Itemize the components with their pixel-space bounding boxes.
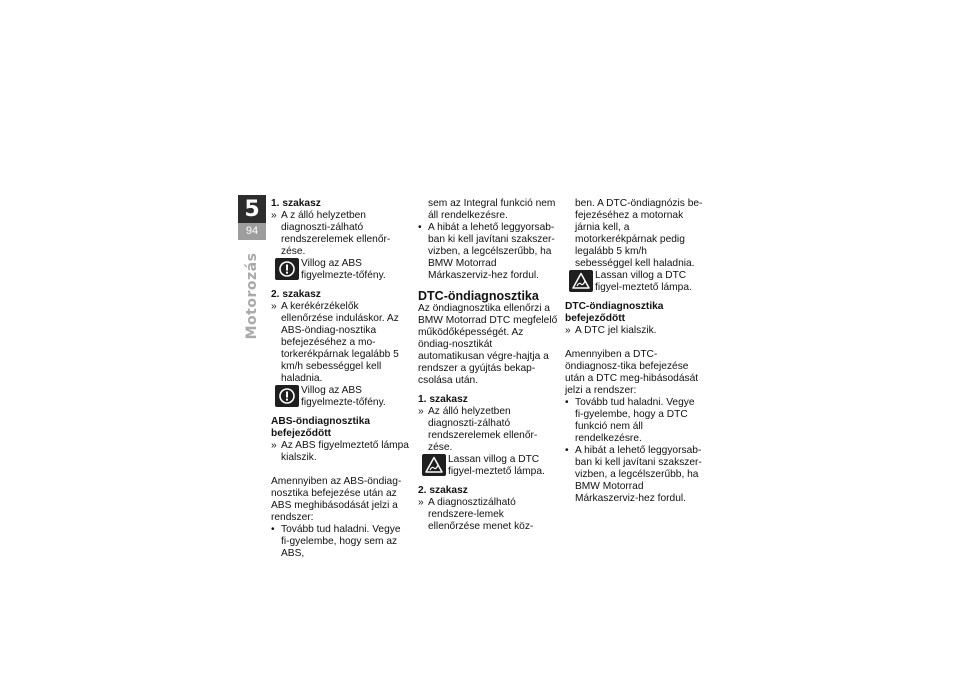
dtc-complete-heading: DTC-öndiagnosztika befejeződött <box>565 301 664 324</box>
dtc-stage-2-step-cont: ben. A DTC-öndiagnózis be-fejezéséhez a motornak járnia kell, a motorkerékpárnak pedig legalább 5 km/h sebességgel kell haladnia. <box>575 198 703 269</box>
abs-warning-icon <box>275 385 299 407</box>
abs-fault-bullet-2: • A hibát a lehető leggyorsab-ban ki kell javítani szakszer-vizben, a legcélszerűbb, ha BMW Motorrad Márkaszerviz-hez fordul. <box>418 222 555 281</box>
chapter-tab <box>238 195 266 240</box>
dtc-fault-bullet-1: • Tovább tud haladni. Vegye fi-gyelembe, hogy a DTC funkció nem áll rendelkezésre. <box>565 397 695 444</box>
dtc-stage-1-heading: 1. szakasz <box>418 394 468 405</box>
abs-stage-2-heading: 2. szakasz <box>271 289 321 300</box>
dtc-stage-2-heading: 2. szakasz <box>418 485 468 496</box>
abs-complete-step: » Az ABS figyelmeztető lámpa kialszik. <box>271 440 409 463</box>
abs-fault-text: Amennyiben az ABS-öndiag-nosztika befejezése után az ABS meghibásodását jelzi a rendszer: <box>271 476 402 523</box>
dtc-fault-text: Amennyiben a DTC-öndiagnosz-tika befejezése után a DTC meg-hibásodását jelzi a rendszer: <box>565 349 699 396</box>
dtc-stage-2-step: » A diagnosztizálható rendszere-lemek ellenőrzése menet köz- <box>418 497 534 532</box>
abs-complete-heading: ABS-öndiagnosztika befejeződött <box>271 416 371 439</box>
abs-fault-bullet-1-cont: sem az Integral funkció nem áll rendelkezésre. <box>428 198 556 221</box>
abs-stage-2-indicator: Villog az ABS figyelmezte-tőfény. <box>271 385 411 409</box>
abs-fault-bullet-1: • Tovább tud haladni. Vegye fi-gyelembe, hogy sem az ABS, <box>271 524 401 559</box>
dtc-stage-1-step: » Az álló helyzetben diagnoszti-zálható rendszerelemek ellenőr-zése. <box>418 406 538 453</box>
dtc-stage-2-indicator: Lassan villog a DTC figyel-meztető lámpa. <box>565 270 705 294</box>
dtc-intro-text: Az öndiagnosztika ellenőrzi a BMW Motorrad DTC megfelelő működőképességét. Az öndiag-nosztikát automatikusan végre-hajtja a rendszer a gyújtás bekap-csolása után. <box>418 303 558 386</box>
dtc-complete-step: » A DTC jel kialszik. <box>565 325 657 336</box>
column-2 <box>418 198 558 533</box>
dtc-warning-icon <box>422 454 446 476</box>
abs-warning-icon <box>275 258 299 280</box>
abs-stage-1-indicator: Villog az ABS figyelmezte-tőfény. <box>271 258 411 282</box>
abs-stage-2-step: » A kerékérzékelők ellenőrzése induláskor. Az ABS-öndiag-nosztika befejezéséhez a mo-torkerékpárnak legalább 5 km/h sebességgel kell haladnia. <box>271 301 399 384</box>
page-number: 94 <box>245 225 259 237</box>
dtc-warning-icon <box>569 270 593 292</box>
dtc-stage-1-indicator: Lassan villog a DTC figyel-meztető lámpa. <box>418 454 558 478</box>
dtc-section-heading: DTC-öndiagnosztika <box>418 289 539 303</box>
chapter-title-vertical <box>238 246 266 346</box>
chapter-title: Motorozás <box>244 252 260 340</box>
chapter-number: 5 <box>244 197 260 222</box>
dtc-fault-bullet-2: • A hibát a lehető leggyorsab-ban ki kell javítani szakszer-vizben, a legcélszerűbb, ha BMW Motorrad Márkaszerviz-hez fordul. <box>565 445 702 504</box>
abs-stage-1-step: » A z álló helyzetben diagnoszti-zálható rendszerelemek ellenőr-zése. <box>271 210 391 257</box>
abs-stage-1-heading: 1. szakasz <box>271 198 321 209</box>
column-3 <box>565 198 705 505</box>
column-1 <box>271 198 411 560</box>
